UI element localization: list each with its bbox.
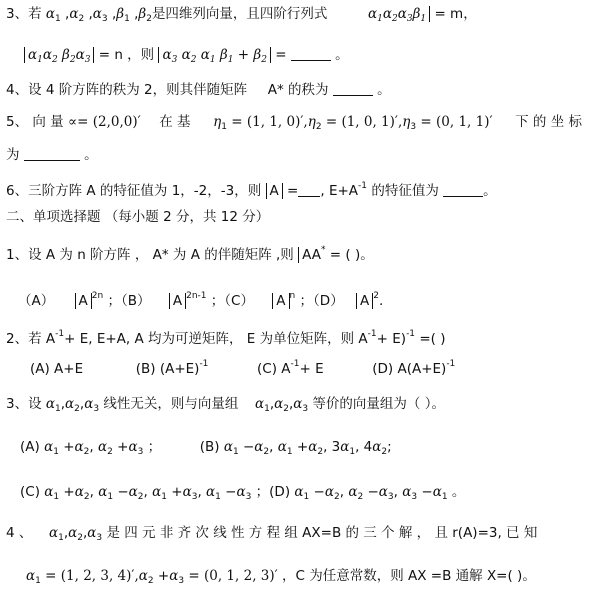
option-a[interactable]: (A) <box>20 439 40 455</box>
question-5-line1: 5、 向 量 ∝= (2,0,0)′ 在 基 $\eta_1 = (1$, 1, $0)',\eta_2 = (1$, 0, $1)',\eta_3 = (0$, 1, 1)′ 下 的 坐 标 <box>6 114 583 132</box>
option-a[interactable]: （A） <box>18 293 55 309</box>
mc-question-1: 1、设 A 为 n 阶方阵 ， A* 为 A 的伴随矩阵 ,则 AA* = ( )。 <box>6 245 374 263</box>
option-b[interactable]: ；（B） <box>107 293 151 309</box>
mc-question-3-options-cd: (C) $\alpha_1 +\alpha_2$, $\alpha_1 -\alpha_2$, $\alpha_1 +\alpha_3$, $\alpha_1 -\alpha_3$ ；(D) $\alpha_1 -\alpha_2$, $\alpha_2 -\alpha_3$, $\alpha_3 -\alpha_1$ 。 <box>20 484 466 502</box>
option-c[interactable]: (C) A <box>257 361 291 377</box>
question-3-line1: 3、若 $\alpha_1$ $,\alpha_2$ $,\alpha_3$ $,\beta_1$ $,\beta_2$是四维列向量，且四阶行列式 $\alpha_1\alpha_2\alpha_3\beta_1 = m$， <box>6 6 477 24</box>
answer-blank[interactable] <box>291 46 331 61</box>
mc-question-3-options-ab: (A) $\alpha_1 +\alpha_2$, $\alpha_2 +\alpha_3$ ； (B) $\alpha_1 -\alpha_2$, $\alpha_1 +\alpha_2$, $3\alpha_1$, $4\alpha_2$; <box>20 439 392 457</box>
mc-question-3: 3、设 $\alpha_1,\alpha_2,\alpha_3$ 线性无关，则与向量组 $\alpha_1,\alpha_2,\alpha_3$ 等价的向量组为（ ）。 <box>6 396 445 414</box>
section-title: 二、单项选择题 （每小题 2 分，共 12 分） <box>6 209 270 225</box>
option-b[interactable]: (B) (A+E) <box>135 361 200 377</box>
question-5-line2: 为 。 <box>6 147 98 163</box>
option-d[interactable]: ；（D） <box>299 293 344 309</box>
option-b[interactable]: (B) <box>199 439 220 455</box>
option-c[interactable]: ；（C） <box>210 293 254 309</box>
answer-blank[interactable] <box>298 182 320 197</box>
mc-question-4-line1: 4 、 $\alpha_1,\alpha_2,\alpha_3$ 是 四 元 非 齐 次 线 性 方 程 组 AX=B 的 三 个 解 ， 且 r(A)=3, 已 知 <box>6 525 538 543</box>
answer-blank[interactable] <box>443 182 483 197</box>
option-d[interactable]: (D) A(A+E) <box>372 361 447 377</box>
mc-question-4-line2: $\alpha_1 = (1$, 2, 3, $4)',\alpha_2 +\alpha_3 = (0$, 1, 2, 3)′ ，C 为任意常数，则 AX =B 通解 X=( )。 <box>26 568 536 586</box>
question-6: 6、三阶方阵 A 的特征值为 1，-2，-3，则 A = , $E+A^{-1}$ 的特征值为 。 <box>6 181 497 199</box>
question-3-line2: $\alpha_1\alpha_2$ $\beta_2\alpha_3 = n$ ，则 $\alpha_3$ $\alpha_2$ $\alpha_1$ $\beta_1 + \beta_2$ = 。 <box>24 45 349 70</box>
mc-question-1-options: （A） A $^{2n}$ ；（B） A $^{2n-1}$ ；（C） A $^n$ ；（D） A $^2$. <box>18 291 384 309</box>
answer-blank[interactable] <box>333 81 373 96</box>
question-4: 4、设 4 阶方阵的秩为 2，则其伴随矩阵 A* 的秩为 。 <box>6 82 391 98</box>
answer-blank[interactable] <box>24 146 80 161</box>
mc-question-2-options: (A) A+E (B) $(A+E)^{-1}$ (C) $A^{-1}+ E$ (D) $A(A+E)^{-1}$ <box>30 359 456 377</box>
option-c[interactable]: (C) <box>20 484 40 500</box>
mc-question-2: 2、若 $A^{-1}+ E$, E+A, A 均为可逆矩阵， E 为单位矩阵，则 $A^{-1}+ E)^{-1}$ =( ) <box>6 329 446 347</box>
option-d[interactable]: ；(D) <box>255 484 291 500</box>
option-a[interactable]: (A) A+E <box>30 361 84 377</box>
